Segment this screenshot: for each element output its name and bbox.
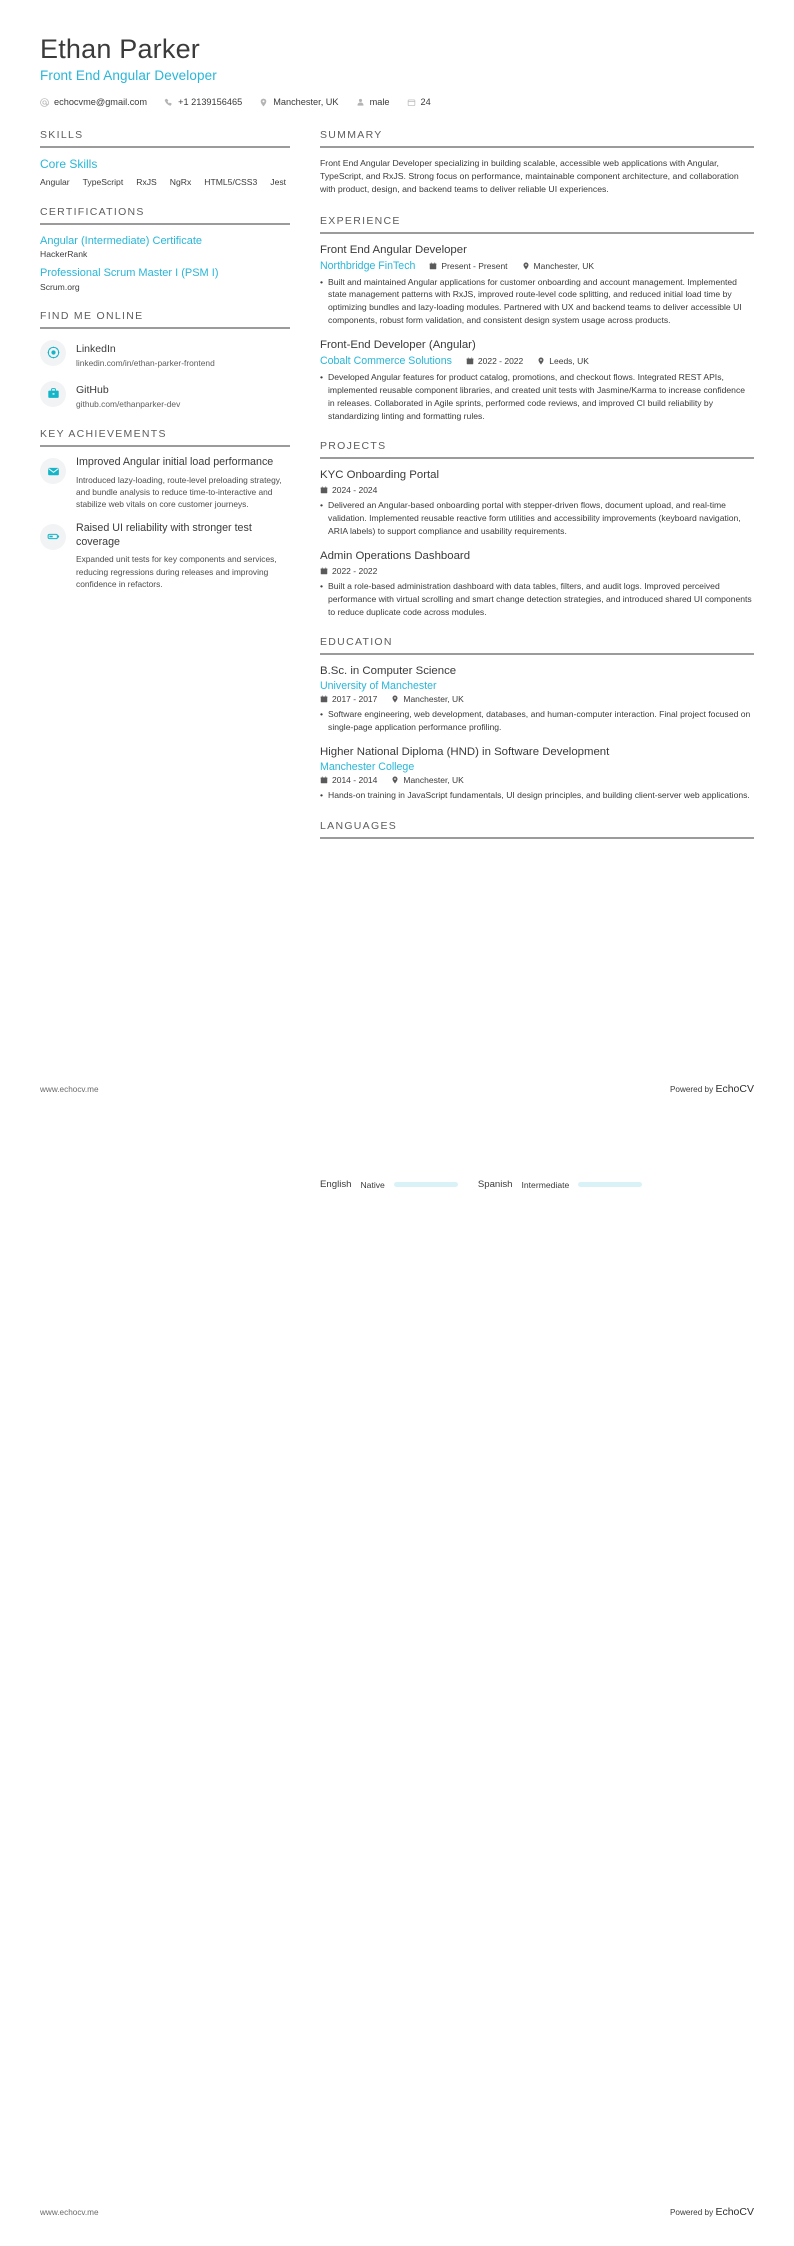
language-proficiency-bar xyxy=(394,1182,458,1187)
language-name: Spanish xyxy=(477,1179,513,1190)
page-footer xyxy=(40,2206,754,2218)
section-title-key-achievements: KEY ACHIEVEMENTS xyxy=(40,428,167,441)
bullet-item xyxy=(320,499,754,538)
phone-icon xyxy=(164,98,173,107)
skill-label: HTML5/CSS3 xyxy=(204,177,258,188)
bullet-dot: • xyxy=(320,580,324,591)
section-projects xyxy=(320,440,754,618)
project-dates: 2022 - 2022 xyxy=(320,566,377,576)
education-location: Manchester, UK xyxy=(391,775,463,785)
main-content xyxy=(320,129,754,857)
project-meta xyxy=(320,485,754,495)
contact-phone-value: +1 2139156465 xyxy=(178,97,243,108)
footer-brand xyxy=(670,1083,754,1095)
achievement-item xyxy=(40,522,290,590)
certification-name: Angular (Intermediate) Certificate xyxy=(40,234,203,247)
contact-location-value: Manchester, UK xyxy=(273,97,339,108)
section-summary xyxy=(320,129,754,197)
envelope-icon xyxy=(40,458,66,484)
section-title-projects: PROJECTS xyxy=(320,440,387,453)
summary-text: Front End Angular Developer specializing in building scalable, accessible web applications with Angular, TypeScript, and RxJS. Strong focus on performance, maintainable component architecture, and collaboration with product, design, and backend teams to deliver reliable UI experiences. xyxy=(320,158,739,195)
bullet-item xyxy=(320,276,754,328)
bullet-text: Built and maintained Angular applications for customer onboarding and account management. Implemented state management patterns with RxJS, improved route-level code splitting, and reduced initial load time by optimizing bundles and lazy-loading modules. Partnered with UX and backend teams to deliver accessible UI components, robust form validation, and consistent design system usage across products. xyxy=(328,276,742,326)
calendar-icon xyxy=(407,98,416,107)
skill-item xyxy=(83,178,124,188)
linkedin-icon xyxy=(40,340,66,366)
job-title: Front End Angular Developer xyxy=(40,68,217,84)
education-degree: Higher National Diploma (HND) in Software Development xyxy=(320,746,610,759)
education-entry xyxy=(320,664,754,734)
education-meta xyxy=(320,775,754,785)
online-profile-label: GitHub xyxy=(76,383,109,396)
bullet-dot: • xyxy=(320,709,324,720)
bullet-dot: • xyxy=(320,500,324,511)
bullet-text: Software engineering, web development, databases, and human-computer interaction. Final project focused on single-page application performance profiling. xyxy=(328,709,751,733)
skill-group-name: Core Skills xyxy=(40,157,98,172)
certification-issuer: Scrum.org xyxy=(40,281,80,292)
section-title-experience: EXPERIENCE xyxy=(320,214,401,227)
bullet-item xyxy=(320,371,754,423)
skill-item xyxy=(204,178,257,188)
section-certifications xyxy=(40,206,290,292)
page-title: Ethan Parker xyxy=(40,34,200,64)
section-languages xyxy=(320,1179,754,1190)
experience-dates: 2022 - 2022 xyxy=(466,356,523,366)
calendar-icon xyxy=(466,357,474,365)
skill-item xyxy=(170,178,192,188)
resume-header xyxy=(40,34,754,107)
section-title-certifications: CERTIFICATIONS xyxy=(40,205,145,218)
section-title-find-me-online: FIND ME ONLINE xyxy=(40,309,144,322)
experience-bullets xyxy=(320,371,754,423)
contact-age xyxy=(407,97,431,107)
experience-meta xyxy=(320,355,754,367)
certification-name: Professional Scrum Master I (PSM I) xyxy=(40,267,219,280)
skill-label: TypeScript xyxy=(82,177,124,188)
education-school: Manchester College xyxy=(320,760,415,773)
resume-page-2 xyxy=(0,1123,794,2246)
project-name: KYC Onboarding Portal xyxy=(320,469,440,482)
project-entry xyxy=(320,468,754,538)
education-degree: B.Sc. in Computer Science xyxy=(320,665,457,678)
skill-item xyxy=(270,178,286,188)
footer-brand-name: EchoCV xyxy=(715,1083,754,1095)
skill-item xyxy=(136,178,157,188)
calendar-icon xyxy=(320,567,328,575)
section-education xyxy=(320,636,754,801)
achievement-title: Raised UI reliability with stronger test coverage xyxy=(76,521,252,548)
online-profile-url[interactable]: github.com/ethanparker-dev xyxy=(76,398,181,409)
bullet-dot: • xyxy=(320,276,324,287)
skill-label: NgRx xyxy=(169,177,192,188)
education-meta xyxy=(320,694,754,704)
section-rule xyxy=(320,837,754,839)
section-experience xyxy=(320,215,754,423)
footer-powered-by: Powered by xyxy=(669,1085,716,1094)
certification-issuer: HackerRank xyxy=(40,249,88,260)
sidebar xyxy=(40,129,290,608)
bullet-item xyxy=(320,789,754,802)
section-key-achievements xyxy=(40,428,290,590)
contact-gender xyxy=(356,97,390,107)
skill-list xyxy=(40,178,290,188)
email-icon xyxy=(40,98,49,107)
education-location: Manchester, UK xyxy=(391,694,463,704)
experience-meta xyxy=(320,260,754,272)
calendar-icon xyxy=(320,486,328,494)
language-proficiency-bar xyxy=(578,1182,642,1187)
footer-brand xyxy=(670,2206,754,2218)
experience-entry xyxy=(320,243,754,327)
achievement-item xyxy=(40,456,290,510)
calendar-icon xyxy=(320,695,328,703)
section-title-education: EDUCATION xyxy=(320,636,393,649)
education-dates: 2014 - 2014 xyxy=(320,775,377,785)
project-dates: 2024 - 2024 xyxy=(320,485,377,495)
contact-age-value: 24 xyxy=(420,97,431,108)
certification-item xyxy=(40,266,290,291)
project-meta xyxy=(320,566,754,576)
language-level: Native xyxy=(360,1179,385,1190)
experience-role: Front-End Developer (Angular) xyxy=(320,339,476,352)
certification-item xyxy=(40,234,290,259)
education-bullets xyxy=(320,708,754,734)
achievement-description: Introduced lazy-loading, route-level preloading strategy, and bundle analysis to reduce time-to-interactive and stabilize web vitals on core customer journeys. xyxy=(76,475,282,510)
location-icon xyxy=(537,357,545,365)
bullet-text: Delivered an Angular-based onboarding portal with stepper-driven flows, document upload, and real-time validation. Implemented reusable reactive form utilities and accessibility improvements (keyboard navigation, ARIA labels) to support compliance and usability requirements. xyxy=(328,500,741,537)
online-profile-github[interactable] xyxy=(40,379,290,410)
contact-location xyxy=(259,97,338,107)
battery-icon xyxy=(40,524,66,550)
main-content-page2 xyxy=(320,1179,754,1208)
online-profile-url[interactable]: linkedin.com/in/ethan-parker-frontend xyxy=(76,357,215,368)
section-title-skills: SKILLS xyxy=(40,129,84,142)
section-find-me-online xyxy=(40,310,290,411)
education-school: University of Manchester xyxy=(320,680,437,693)
section-languages-header xyxy=(320,820,754,839)
location-icon xyxy=(259,98,268,107)
skill-label: Jest xyxy=(270,177,287,188)
language-item xyxy=(320,1179,458,1190)
github-icon xyxy=(40,381,66,407)
bullet-text: Developed Angular features for product catalog, promotions, and checkout flows. Integrated REST APIs, implemented reusable component libraries, and created unit tests with Jasmine/Karma to increase confidence in releases. Collaborated in Agile sprints, performed code reviews, and improved CI build reliability by standardizing linting and formatting rules. xyxy=(328,371,746,421)
project-bullets xyxy=(320,580,754,619)
experience-company: Cobalt Commerce Solutions xyxy=(320,354,452,367)
page-footer xyxy=(40,1083,754,1095)
bullet-item xyxy=(320,708,754,734)
experience-bullets xyxy=(320,276,754,328)
language-name: English xyxy=(320,1179,352,1190)
location-icon xyxy=(522,262,530,270)
footer-site[interactable]: www.echocv.me xyxy=(40,2208,99,2217)
bullet-text: Built a role-based administration dashboard with data tables, filters, and audit logs. Improved perceived performance with virtual scrolling and smart change detection strategies, and introduced shared UI components to reduce duplicate code across modules. xyxy=(328,580,752,617)
language-list xyxy=(320,1179,754,1190)
footer-site[interactable]: www.echocv.me xyxy=(40,1085,99,1094)
experience-location: Manchester, UK xyxy=(522,261,594,271)
project-name: Admin Operations Dashboard xyxy=(320,549,471,562)
bullet-item xyxy=(320,580,754,619)
contact-email[interactable] xyxy=(40,97,147,107)
language-item xyxy=(478,1179,642,1190)
location-icon xyxy=(391,695,399,703)
location-icon xyxy=(391,776,399,784)
project-bullets xyxy=(320,499,754,538)
experience-dates: Present - Present xyxy=(429,261,507,271)
online-profile-label: LinkedIn xyxy=(76,342,116,355)
education-dates: 2017 - 2017 xyxy=(320,694,377,704)
experience-location: Leeds, UK xyxy=(537,356,589,366)
project-entry xyxy=(320,549,754,619)
experience-role: Front End Angular Developer xyxy=(320,243,467,256)
achievement-description: Expanded unit tests for key components and services, reducing regressions during releases and improving confidence in refactors. xyxy=(76,554,277,589)
footer-powered-by: Powered by xyxy=(669,2208,716,2217)
language-level: Intermediate xyxy=(521,1179,570,1190)
section-title-languages: LANGUAGES xyxy=(320,819,398,832)
education-entry xyxy=(320,745,754,802)
skill-item xyxy=(40,178,70,188)
section-title-summary: SUMMARY xyxy=(320,129,383,142)
achievement-title: Improved Angular initial load performance xyxy=(76,456,274,469)
person-icon xyxy=(356,98,365,107)
bullet-dot: • xyxy=(320,371,324,382)
contact-phone[interactable] xyxy=(164,97,242,107)
contact-email-value: echocvme@gmail.com xyxy=(54,97,148,108)
contact-gender-value: male xyxy=(369,97,390,108)
skill-label: RxJS xyxy=(136,177,157,188)
calendar-icon xyxy=(429,262,437,270)
resume-columns xyxy=(40,129,754,857)
section-skills xyxy=(40,129,290,188)
bullet-dot: • xyxy=(320,789,324,800)
contact-row xyxy=(40,97,754,107)
calendar-icon xyxy=(320,776,328,784)
skill-label: Angular xyxy=(40,177,70,188)
footer-brand-name: EchoCV xyxy=(715,2206,754,2218)
bullet-text: Hands-on training in JavaScript fundamentals, UI design principles, and building client-server web applications. xyxy=(328,789,750,800)
resume-columns-page2 xyxy=(40,1179,754,1208)
education-bullets xyxy=(320,789,754,802)
experience-entry xyxy=(320,338,754,422)
experience-company: Northbridge FinTech xyxy=(320,259,416,272)
online-profile-linkedin[interactable] xyxy=(40,338,290,369)
